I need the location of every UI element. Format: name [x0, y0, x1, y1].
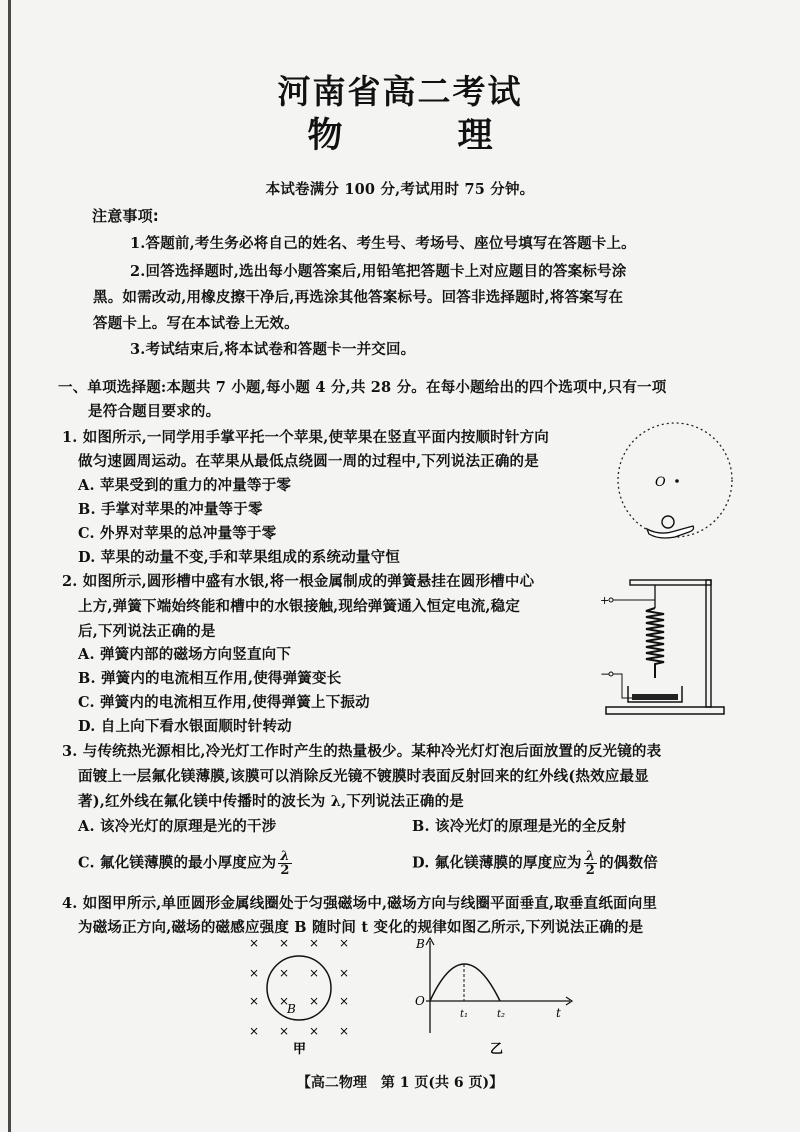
- question-stem: 做匀速圆周运动。在苹果从最低点绕圆一周的过程中,下列说法正确的是: [78, 453, 539, 470]
- mercury-surface: [632, 694, 678, 700]
- base: [606, 707, 724, 714]
- option-c: [78, 850, 294, 877]
- plus-terminal-label: +: [600, 594, 610, 607]
- field-cross: ×: [278, 966, 290, 980]
- option-text: D. 氟化镁薄膜的厚度应为: [412, 854, 582, 872]
- question-stem: 2. 如图所示,圆形槽中盛有水银,将一根金属制成的弹簧悬挂在圆形槽中心: [62, 573, 535, 590]
- fraction-numerator: λ: [585, 849, 596, 864]
- notice-line: 答题卡上。写在本试卷上无效。: [93, 315, 299, 332]
- b-curve: [430, 964, 500, 1001]
- question-stem: 3. 与传统热光源相比,冷光灯工作时产生的热量极少。某种冷光灯灯泡后面放置的反光镜的表: [62, 743, 662, 760]
- field-cross: ×: [278, 994, 290, 1008]
- figure-spring-mercury: [600, 572, 735, 722]
- fraction-numerator: λ: [280, 849, 290, 864]
- option-d: [412, 850, 658, 877]
- t-axis-label: t: [556, 1006, 561, 1020]
- notice-heading: 注意事项:: [92, 207, 159, 225]
- stand-arm: [630, 580, 711, 585]
- option: A. 弹簧内部的磁场方向竖直向下: [78, 646, 292, 663]
- t2-label: t₂: [497, 1009, 506, 1020]
- center-dot: [675, 479, 679, 483]
- figure-apple-circle: [605, 418, 755, 548]
- figure-jia-coil: [240, 933, 360, 1058]
- question-stem: 著),红外线在氟化镁中传播时的波长为 λ,下列说法正确的是: [78, 793, 464, 810]
- option: B. 手掌对苹果的冲量等于零: [78, 501, 263, 518]
- notice-line: 2.回答选择题时,选出每小题答案后,用铅笔把答题卡上对应题目的答案标号涂: [130, 263, 627, 280]
- question-stem: 为磁场正方向,磁场的磁感应强度 B 随时间 t 变化的规律如图乙所示,下列说法正确的是: [78, 919, 644, 936]
- fraction: [278, 850, 291, 877]
- option: A. 苹果受到的重力的冲量等于零: [78, 477, 292, 494]
- field-cross: ×: [338, 1024, 350, 1038]
- field-cross: ×: [308, 1024, 320, 1038]
- stand-pole: [706, 580, 711, 707]
- field-cross: ×: [248, 936, 260, 950]
- question-stem: 面镀上一层氟化镁薄膜,该膜可以消除反光镜不镀膜时表面反射回来的红外线(热效应最显: [78, 768, 649, 785]
- option-text: 的偶数倍: [599, 854, 658, 872]
- notice-line: 1.答题前,考生务必将自己的姓名、考生号、考场号、座位号填写在答题卡上。: [130, 235, 636, 252]
- scan-edge: [8, 0, 11, 1132]
- origin-label: O: [415, 994, 425, 1008]
- apple-icon: [662, 516, 674, 528]
- notice-line: 3.考试结束后,将本试卷和答题卡一并交回。: [130, 341, 416, 358]
- fraction-denominator: 2: [280, 863, 290, 878]
- field-cross: ×: [278, 1024, 290, 1038]
- field-cross: ×: [248, 1024, 260, 1038]
- section-heading: 是符合题目要求的。: [88, 403, 221, 420]
- subject-title: 物 理: [307, 116, 533, 156]
- figure-caption: 乙: [490, 1042, 504, 1057]
- center-label: O: [655, 475, 666, 490]
- field-cross: ×: [338, 936, 350, 950]
- section-heading: 一、单项选择题:本题共 7 小题,每小题 4 分,共 28 分。在每小题给出的四个选项中,只有一项: [58, 379, 667, 396]
- wire-bottom: [613, 674, 632, 698]
- plus-terminal: [609, 598, 613, 602]
- notice-line: 黑。如需改动,用橡皮擦干净后,再选涂其他答案标号。回答非选择题时,将答案写在: [93, 289, 624, 306]
- question-stem: 4. 如图甲所示,单匝圆形金属线圈处于匀强磁场中,磁场方向与线圈平面垂直,取垂直纸面向里: [62, 895, 658, 912]
- field-cross: ×: [248, 994, 260, 1008]
- option: B. 该冷光灯的原理是光的全反射: [412, 818, 627, 835]
- field-cross: ×: [338, 966, 350, 980]
- t1-label: t₁: [460, 1009, 469, 1020]
- figure-yi-graph: [410, 933, 575, 1058]
- fraction-denominator: 2: [585, 863, 596, 878]
- field-cross: ×: [308, 966, 320, 980]
- question-stem: 上方,弹簧下端始终能和槽中的水银接触,现给弹簧通入恒定电流,稳定: [78, 598, 521, 615]
- cross-grid: [249, 936, 349, 1038]
- b-axis-label: B: [416, 937, 425, 951]
- option: D. 苹果的动量不变,手和苹果组成的系统动量守恒: [78, 549, 400, 566]
- dotted-circle: [618, 423, 732, 537]
- option-text: C. 氟化镁薄膜的最小厚度应为: [78, 854, 277, 872]
- spring-coil: [646, 608, 664, 678]
- field-cross: ×: [278, 936, 290, 950]
- question-stem: 后,下列说法正确的是: [78, 623, 216, 640]
- option: C. 弹簧内的电流相互作用,使得弹簧上下振动: [78, 694, 370, 711]
- option: D. 自上向下看水银面顺时针转动: [78, 718, 292, 735]
- option: B. 弹簧内的电流相互作用,使得弹簧变长: [78, 670, 342, 687]
- field-cross: ×: [308, 936, 320, 950]
- figure-caption: 甲: [293, 1042, 307, 1057]
- exam-info: 本试卷满分 100 分,考试用时 75 分钟。: [265, 181, 535, 198]
- exam-title: 河南省高二考试: [277, 72, 523, 111]
- field-cross: ×: [248, 966, 260, 980]
- coil-circle: [267, 956, 331, 1020]
- field-label: B: [287, 1002, 296, 1016]
- page-footer: 【高二物理 第 1 页(共 6 页)】: [296, 1075, 504, 1091]
- option: C. 外界对苹果的总冲量等于零: [78, 525, 277, 542]
- field-cross: ×: [308, 994, 320, 1008]
- fraction: [584, 850, 597, 877]
- field-cross: ×: [338, 994, 350, 1008]
- option: A. 该冷光灯的原理是光的干涉: [78, 818, 277, 835]
- minus-terminal-label: −: [600, 667, 611, 681]
- question-stem: 1. 如图所示,一同学用手掌平托一个苹果,使苹果在竖直平面内按顺时针方向: [62, 429, 549, 446]
